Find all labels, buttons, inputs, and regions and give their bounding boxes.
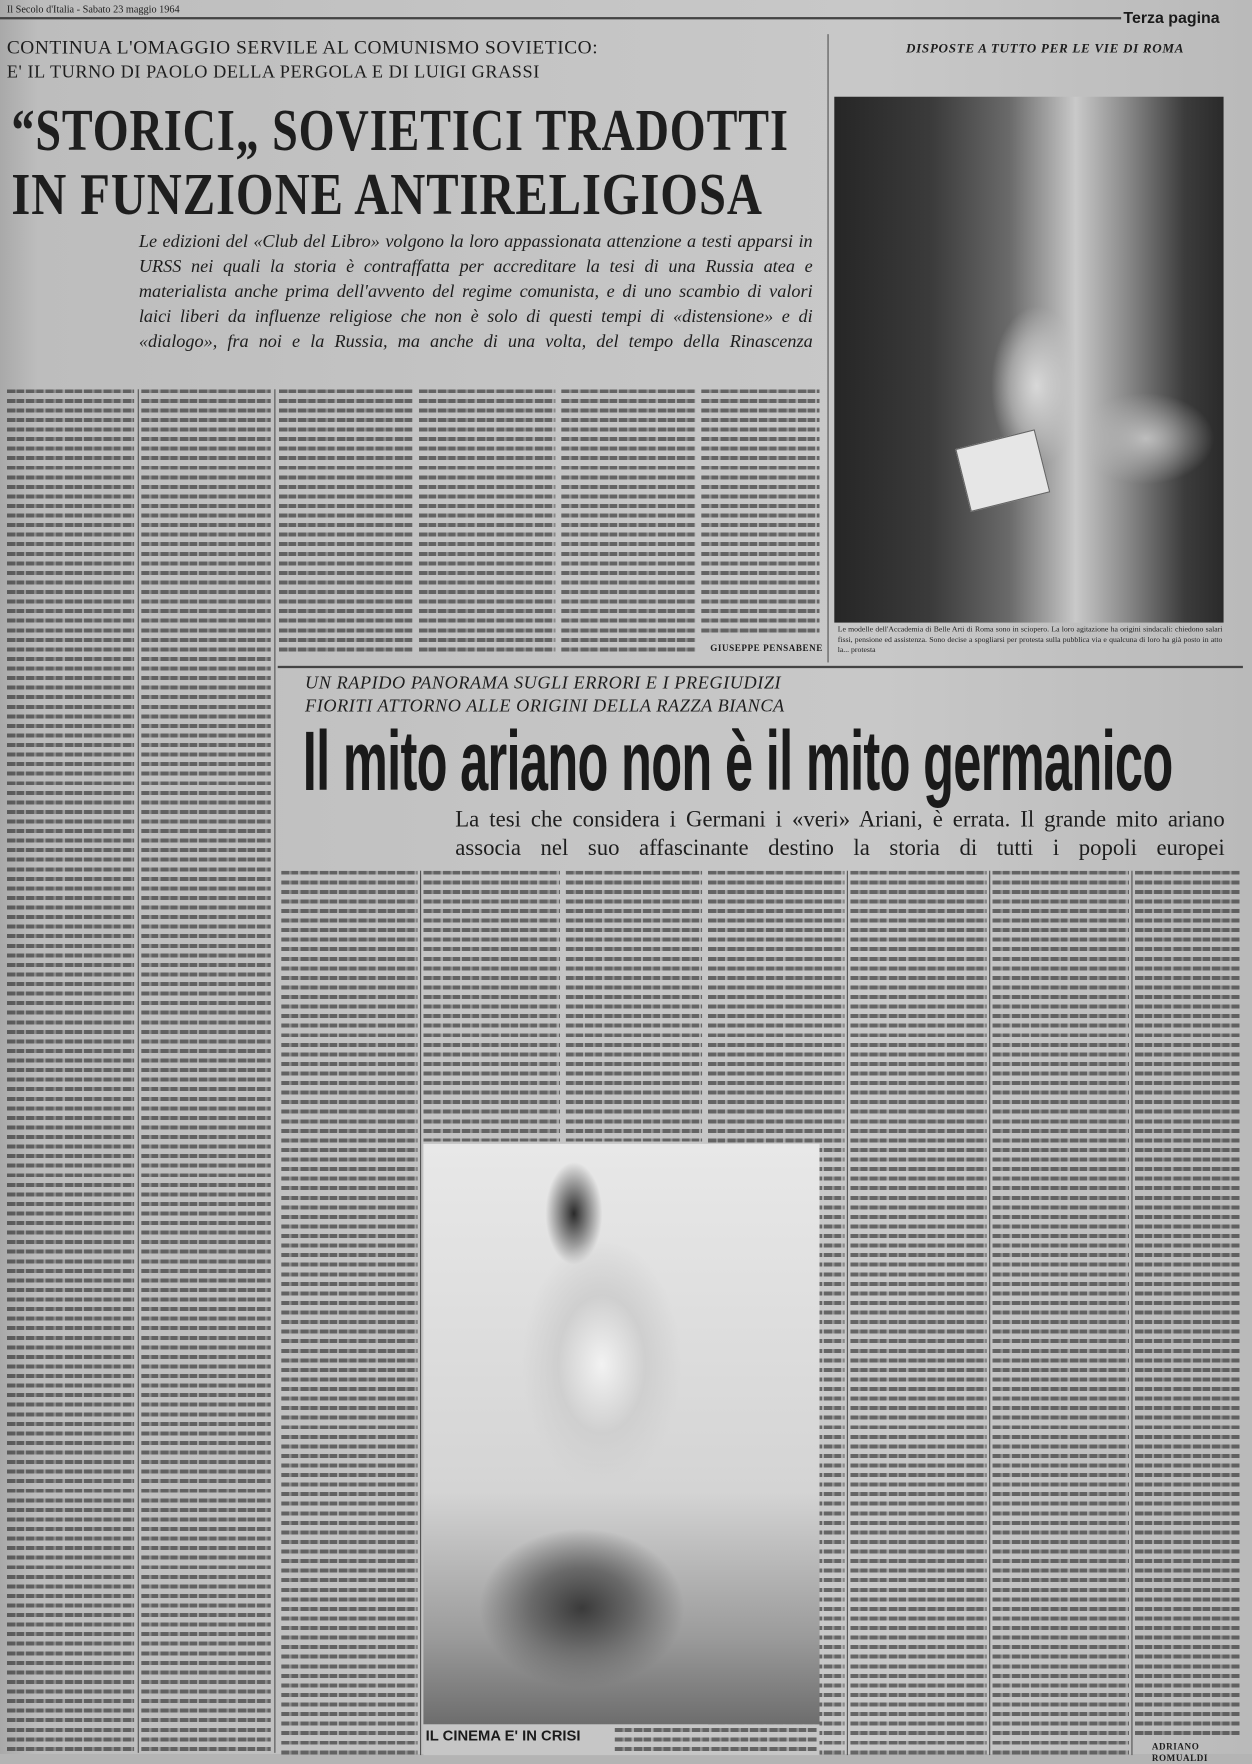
article-2-body-column bbox=[1135, 871, 1240, 1736]
article-1-body-column bbox=[141, 389, 271, 1753]
article-1-body-column bbox=[419, 389, 556, 655]
column-rule bbox=[274, 389, 275, 1753]
column-rule bbox=[989, 871, 990, 1755]
article-1-byline: GIUSEPPE PENSABENE bbox=[710, 643, 823, 654]
photo-rome-kicker: DISPOSTE A TUTTO PER LE VIE DI ROMA bbox=[906, 42, 1185, 56]
article-1-deck: Le edizioni del «Club del Libro» volgono la loro appassionata attenzione a testi apparsi in URSS nei quali la storia è contraffatta per accreditare la tesi di una Russia atea e materialista anche prima dell'avvento del regime comunista, e di uno scambio di valori laici liberi da influenze religiose che non è solo di questi tempi di «distensione» e di «dialogo», fra noi e la Russia, ma anche di una volta, del tempo della Rinascenza bbox=[138, 232, 813, 352]
article-2-kicker: UN RAPIDO PANORAMA SUGLI ERRORI E I PREGIUDIZI bbox=[305, 673, 782, 694]
section-title: Terza pagina bbox=[1123, 7, 1220, 27]
masthead-rule bbox=[0, 17, 1121, 19]
article-2-body-column bbox=[850, 871, 987, 1755]
photo-cinema bbox=[423, 1144, 819, 1724]
article-2-body-column bbox=[281, 871, 418, 1755]
article-1-body-column bbox=[7, 389, 134, 1753]
column-rule bbox=[420, 871, 421, 1755]
article-2-body-column bbox=[566, 871, 703, 1142]
date-line: Il Secolo d'Italia - Sabato 23 maggio 1964 bbox=[6, 3, 180, 15]
article-1-body-column bbox=[561, 389, 695, 655]
article-2-kicker-2: FIORITI ATTORNO ALLE ORIGINI DELLA RAZZA BIANCA bbox=[305, 696, 785, 716]
photo-rome-caption: Le modelle dell'Accademia di Belle Arti di Roma sono in sciopero. La loro agitazione ha origini sindacali: chiedono salari fissi, pensione ed assistenza. Sono decise a spogliarsi per protesta sulla pubblica via e qualcuna di loro ha già posto in atto la... protesta bbox=[837, 626, 1223, 655]
article-2-body-column bbox=[423, 871, 560, 1142]
article-2-headline: Il mito ariano non è il mito germanico bbox=[302, 713, 1173, 809]
photo-cinema-caption-box bbox=[423, 1724, 819, 1755]
column-rule bbox=[827, 34, 828, 662]
article-1-headline: “STORICI„ SOVIETICI TRADOTTI bbox=[11, 99, 789, 164]
article-1-kicker-2: E' IL TURNO DI PAOLO DELLA PERGOLA E DI LUIGI GRASSI bbox=[6, 62, 540, 82]
article-1-body-column bbox=[701, 389, 819, 637]
article-2-byline: ADRIANO ROMUALDI bbox=[1151, 1741, 1209, 1764]
column-rule bbox=[1131, 871, 1132, 1755]
photo-cinema-caption-text bbox=[615, 1728, 818, 1753]
column-rule bbox=[847, 871, 848, 1755]
photo-rome-models-strike bbox=[834, 97, 1223, 623]
photo-cinema-title: IL CINEMA E' IN CRISI bbox=[425, 1726, 581, 1744]
article-2-deck: La tesi che considera i Germani i «veri» Ariani, è errata. Il grande mito ariano associa nel suo affascinante destino la storia di tutti i popoli europei bbox=[455, 806, 1225, 861]
column-rule bbox=[138, 389, 139, 1753]
article-1-headline-2: IN FUNZIONE ANTIRELIGIOSA bbox=[11, 162, 763, 228]
section-rule bbox=[278, 666, 1243, 668]
article-1-kicker: CONTINUA L'OMAGGIO SERVILE AL COMUNISMO SOVIETICO: bbox=[6, 36, 599, 59]
article-1-body-column bbox=[279, 389, 413, 655]
article-2-body-column bbox=[993, 871, 1130, 1755]
protest-placard bbox=[955, 429, 1050, 512]
